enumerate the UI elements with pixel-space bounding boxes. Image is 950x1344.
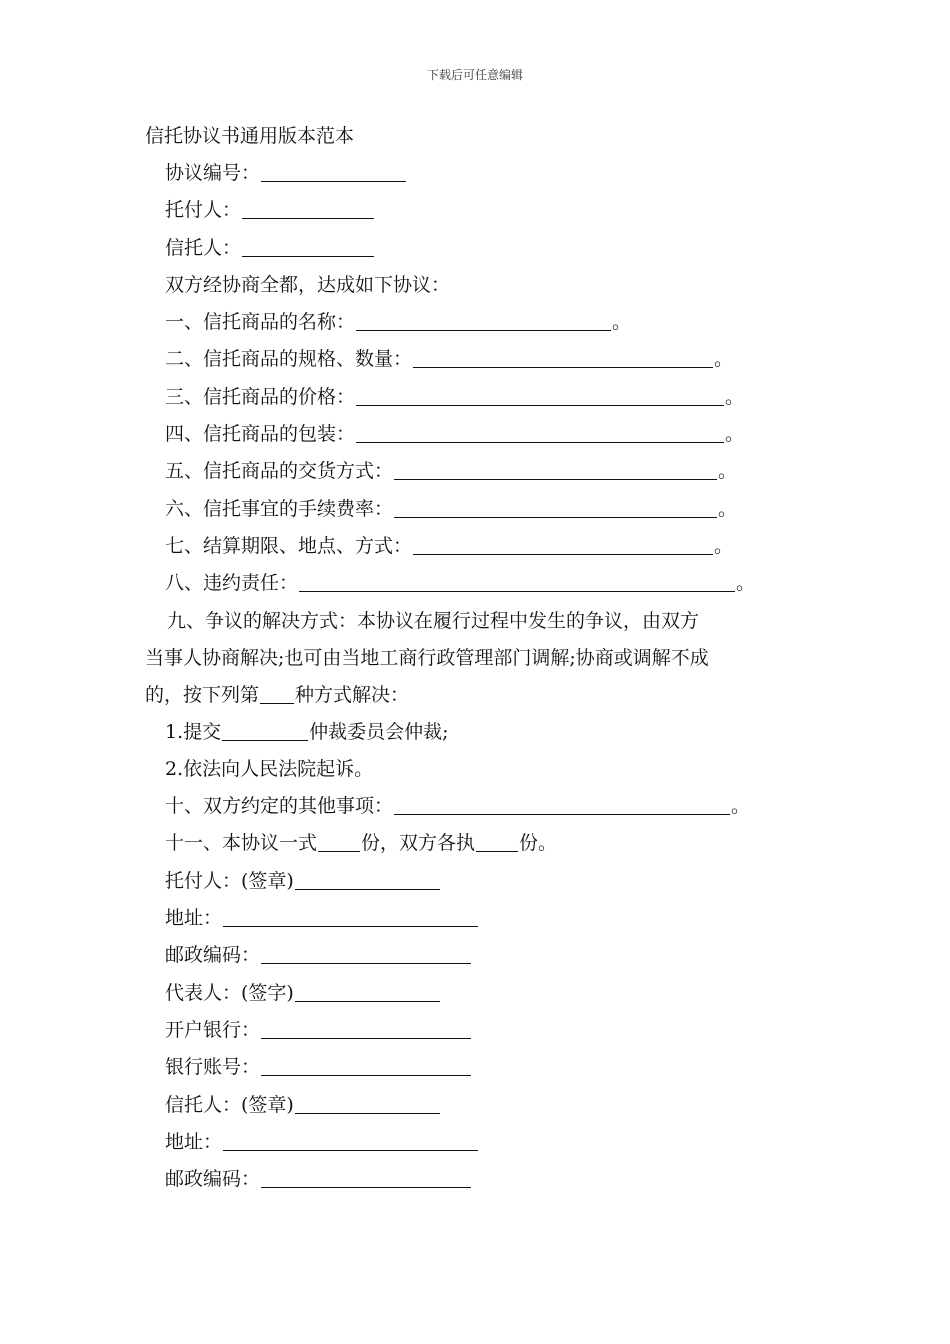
- signature-line-label: 银行账号：: [165, 1056, 261, 1079]
- signature-line-label: 代表人：(签字): [165, 981, 294, 1004]
- clause-line-blank[interactable]: [413, 535, 713, 555]
- resolution-options: [145, 714, 810, 826]
- signature-line-label: 地址：: [165, 907, 223, 930]
- signature-line-label: 信托人：(签章): [165, 1093, 294, 1116]
- option-line: [145, 788, 810, 825]
- signature-line-blank[interactable]: [261, 1019, 471, 1039]
- clause-line: [145, 155, 810, 192]
- signature-line-blank[interactable]: [295, 870, 440, 890]
- clause-line: [145, 416, 810, 453]
- total-copies-blank[interactable]: [318, 832, 360, 852]
- signature-line: [145, 1161, 810, 1198]
- signature-line: [145, 975, 810, 1012]
- option-line-blank[interactable]: [394, 795, 730, 815]
- option-line-label: 十、双方约定的其他事项：: [165, 795, 394, 818]
- signature-line-blank[interactable]: [261, 1056, 471, 1076]
- signature-line-blank[interactable]: [223, 907, 478, 927]
- clause-line-label: 双方经协商全都，达成如下协议：: [165, 273, 451, 296]
- option-line-blank[interactable]: [222, 721, 308, 741]
- clause-line-tail: 。: [725, 385, 745, 408]
- clause-line: [145, 341, 810, 378]
- signature-line-label: 邮政编码：: [165, 944, 261, 967]
- signature-line: [145, 1012, 810, 1049]
- signature-line: [145, 937, 810, 974]
- signature-line-blank[interactable]: [295, 1094, 440, 1114]
- dispute-clause: [145, 603, 810, 714]
- clause-line: [145, 379, 810, 416]
- document-body: [145, 118, 810, 1198]
- clause-list: [145, 155, 810, 603]
- clause-line-label: 八、违约责任：: [165, 572, 299, 595]
- clause-line-blank[interactable]: [242, 237, 374, 257]
- option-line-label: 2.依法向人民法院起诉。: [165, 757, 374, 780]
- signature-line-label: 邮政编码：: [165, 1168, 261, 1191]
- clause-line-blank[interactable]: [356, 311, 611, 331]
- clause-line-label: 五、信托商品的交货方式：: [165, 460, 394, 483]
- signature-line-label: 开户银行：: [165, 1018, 261, 1041]
- clause-line-label: 协议编号：: [165, 162, 261, 184]
- option-line-tail: 。: [731, 795, 751, 818]
- signature-line-label: 地址：: [165, 1130, 223, 1153]
- each-copies-blank[interactable]: [476, 832, 518, 852]
- clause-line-blank[interactable]: [356, 423, 724, 443]
- signature-line: [145, 863, 810, 900]
- clause-line-tail: 。: [736, 572, 756, 595]
- clause-line: [145, 453, 810, 490]
- clause-line-blank[interactable]: [299, 572, 735, 592]
- dispute-line-1: 九、争议的解决方式：本协议在履行过程中发生的争议，由双方: [167, 609, 700, 632]
- clause-line-tail: 。: [714, 348, 734, 371]
- copies-clause: 十一、本协议一式 份，双方各执 份。: [165, 832, 558, 855]
- option-line-label: 1.提交: [165, 720, 222, 743]
- clause-line-label: 二、信托商品的规格、数量：: [165, 348, 413, 371]
- method-number-blank[interactable]: [260, 684, 294, 704]
- clause-line-blank[interactable]: [261, 162, 406, 182]
- clause-line-tail: 。: [718, 460, 738, 483]
- clause-line-label: 七、结算期限、地点、方式：: [165, 534, 413, 557]
- signature-line-blank[interactable]: [261, 1168, 471, 1188]
- signature-line-blank[interactable]: [261, 944, 471, 964]
- clause-line: [145, 267, 810, 304]
- clause-line-tail: 。: [725, 423, 745, 446]
- dispute-line-3: 的，按下列第 种方式解决：: [145, 683, 410, 706]
- clause-line-label: 托付人：: [165, 199, 242, 222]
- signature-line: [145, 1087, 810, 1124]
- clause-line-label: 三、信托商品的价格：: [165, 385, 356, 408]
- clause-line-label: 信托人：: [165, 236, 242, 259]
- clause-line-label: 一、信托商品的名称：: [165, 311, 356, 334]
- clause-line: [145, 528, 810, 565]
- clause-line-tail: 。: [718, 497, 738, 520]
- document-title: 信托协议书通用版本范本: [145, 125, 355, 147]
- dispute-line-2: 当事人协商解决;也可由当地工商行政管理部门调解;协商或调解不成: [145, 646, 709, 669]
- clause-line: [145, 192, 810, 229]
- clause-line-label: 四、信托商品的包装：: [165, 423, 356, 446]
- clause-line-tail: 。: [612, 311, 632, 334]
- page-header: 下载后可任意编辑: [426, 68, 523, 82]
- clause-line: [145, 304, 810, 341]
- clause-line-blank[interactable]: [394, 498, 717, 518]
- clause-line-blank[interactable]: [413, 348, 713, 368]
- option-line: [145, 714, 810, 751]
- signature-line: [145, 1124, 810, 1161]
- clause-line-blank[interactable]: [356, 386, 724, 406]
- clause-line: [145, 230, 810, 267]
- clause-line-label: 六、信托事宜的手续费率：: [165, 497, 394, 520]
- signature-line-blank[interactable]: [295, 982, 440, 1002]
- clause-line-blank[interactable]: [242, 199, 374, 219]
- option-line-tail: 仲裁委员会仲裁;: [309, 720, 449, 743]
- signature-line-label: 托付人：(签章): [165, 869, 294, 892]
- signature-block: [145, 863, 810, 1199]
- signature-line-blank[interactable]: [223, 1131, 478, 1151]
- clause-line-tail: 。: [714, 534, 734, 557]
- option-line: [145, 751, 810, 788]
- clause-line-blank[interactable]: [394, 460, 717, 480]
- signature-line: [145, 900, 810, 937]
- clause-line: [145, 565, 810, 602]
- clause-line: [145, 491, 810, 528]
- signature-line: [145, 1049, 810, 1086]
